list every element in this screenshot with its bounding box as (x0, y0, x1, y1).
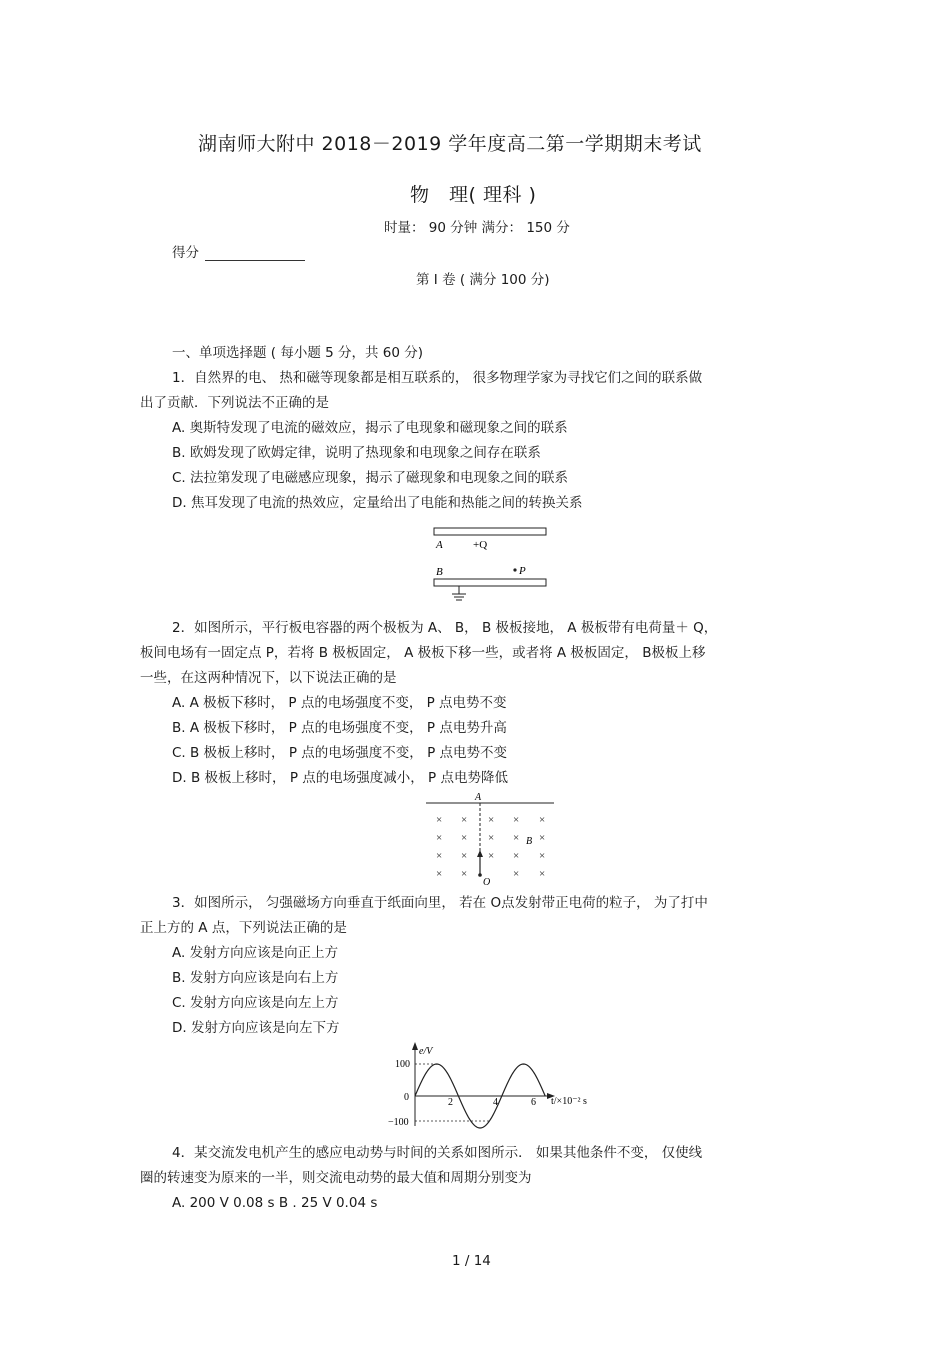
point-p-label: P (519, 565, 526, 577)
q3-option-a: A. 发射方向应该是向正上方 (172, 945, 339, 961)
score-label (172, 244, 199, 262)
field-crosses (436, 814, 545, 880)
field-cross: × (436, 850, 443, 862)
q1-option-d: D. 焦耳发现了电流的热效应，定量给出了电能和热能之间的转换关系 (172, 495, 583, 511)
x-tick-2: 2 (448, 1097, 453, 1108)
point-a-label: A (475, 792, 482, 803)
magnetic-field-figure (420, 788, 560, 890)
charge-label: +Q (473, 539, 488, 551)
field-cross: × (513, 850, 520, 862)
q3-option-b: B. 发射方向应该是向右上方 (172, 970, 339, 986)
y-tick-100: 100 (395, 1059, 410, 1070)
q2-stem-line3: 一些，在这两种情况下，以下说法正确的是 (140, 670, 397, 686)
point-p-dot (513, 568, 516, 571)
field-cross: × (461, 868, 468, 880)
ground-symbol (452, 586, 466, 600)
q3-option-d: D. 发射方向应该是向左下方 (172, 1020, 340, 1036)
q3-option-c: C. 发射方向应该是向左上方 (172, 995, 339, 1011)
field-cross: × (513, 814, 520, 826)
q2-option-d: D. B 极板上移时， P 点的电场强度减小， P 点电势降低 (172, 770, 508, 786)
score-blank-line (205, 260, 305, 261)
q1-stem-line2: 出了贡献．下列说法不正确的是 (140, 395, 329, 411)
field-cross: × (436, 832, 443, 844)
field-cross: × (539, 814, 546, 826)
capacitor-figure (425, 524, 555, 606)
plate-a-label: A (436, 539, 443, 551)
section-heading: 一、单项选择题 ( 每小题 5 分，共 60 分) (172, 345, 424, 361)
field-cross: × (539, 868, 546, 880)
q4-stem-line2: 圈的转速变为原来的一半，则交流电动势的最大值和周期分别变为 (140, 1170, 532, 1186)
plate-b-label: B (436, 566, 443, 578)
field-cross: × (539, 832, 546, 844)
y-axis-label: e/V (419, 1046, 433, 1057)
field-cross: × (461, 814, 468, 826)
field-cross: × (539, 850, 546, 862)
y-axis-arrow (412, 1042, 418, 1050)
volume-label: 第 I 卷 ( 满分 100 分) (416, 272, 550, 288)
plate-b (434, 579, 546, 586)
x-axis-label: t/×10⁻² s (551, 1096, 587, 1107)
field-cross: × (488, 814, 495, 826)
field-cross: × (513, 868, 520, 880)
launch-arrow-head (477, 850, 483, 857)
field-b-label: B (526, 836, 533, 847)
q4-option-line: A. 200 V 0.08 s B . 25 V 0.04 s (172, 1195, 378, 1211)
q2-stem-line2: 板间电场有一固定点 P，若将 B 极板固定， A 极板下移一些，或者将 A 极板固定， B极板上移 (140, 645, 706, 661)
y-tick-0: 0 (404, 1092, 409, 1103)
time-info: 时量： 90 分钟 满分： 150 分 (384, 220, 570, 236)
q1-option-a: A. 奥斯特发现了电流的磁效应，揭示了电现象和磁现象之间的联系 (172, 420, 568, 436)
field-cross: × (461, 832, 468, 844)
field-cross: × (461, 850, 468, 862)
emf-waveform-chart (385, 1038, 605, 1134)
field-cross: × (488, 850, 495, 862)
page-number: 1 / 14 (452, 1253, 491, 1269)
exam-title: 湖南师大附中 2018－2019 学年度高二第一学期期末考试 (198, 133, 702, 155)
x-tick-6: 6 (531, 1097, 536, 1108)
q1-option-b: B. 欧姆发现了欧姆定律，说明了热现象和电现象之间存在联系 (172, 445, 541, 461)
q2-stem-line1: 2．如图所示，平行板电容器的两个极板为 A、 B， B 极板接地， A 极板带有电荷量＋ Q， (172, 620, 718, 636)
q4-stem-line1: 4．某交流发电机产生的感应电动势与时间的关系如图所示． 如果其他条件不变， 仅使线 (172, 1145, 703, 1161)
field-cross: × (488, 832, 495, 844)
q1-stem-line1: 1．自然界的电、 热和磁等现象都是相互联系的， 很多物理学家为寻找它们之间的联系做 (172, 370, 703, 386)
point-o-label: O (483, 877, 491, 888)
plate-a (434, 528, 546, 535)
q3-stem-line2: 正上方的 A 点，下列说法正确的是 (140, 920, 347, 936)
q2-option-c: C. B 极板上移时， P 点的电场强度不变， P 点电势不变 (172, 745, 508, 761)
field-cross: × (513, 832, 520, 844)
field-cross: × (436, 814, 443, 826)
q1-option-c: C. 法拉第发现了电磁感应现象，揭示了磁现象和电现象之间的联系 (172, 470, 569, 486)
q3-stem-line1: 3．如图所示， 匀强磁场方向垂直于纸面向里， 若在 O点发射带正电荷的粒子， 为了打中 (172, 895, 708, 911)
field-cross: × (436, 868, 443, 880)
score-label-text: 得分 (172, 245, 199, 261)
x-tick-4: 4 (493, 1097, 498, 1108)
point-o-dot (478, 873, 482, 877)
q2-option-a: A. A 极板下移时， P 点的电场强度不变， P 点电势不变 (172, 695, 507, 711)
subject-title: 物 理( 理科 ) (410, 184, 537, 206)
q2-option-b: B. A 极板下移时， P 点的电场强度不变， P 点电势升高 (172, 720, 507, 736)
y-tick-neg100: −100 (388, 1117, 409, 1128)
